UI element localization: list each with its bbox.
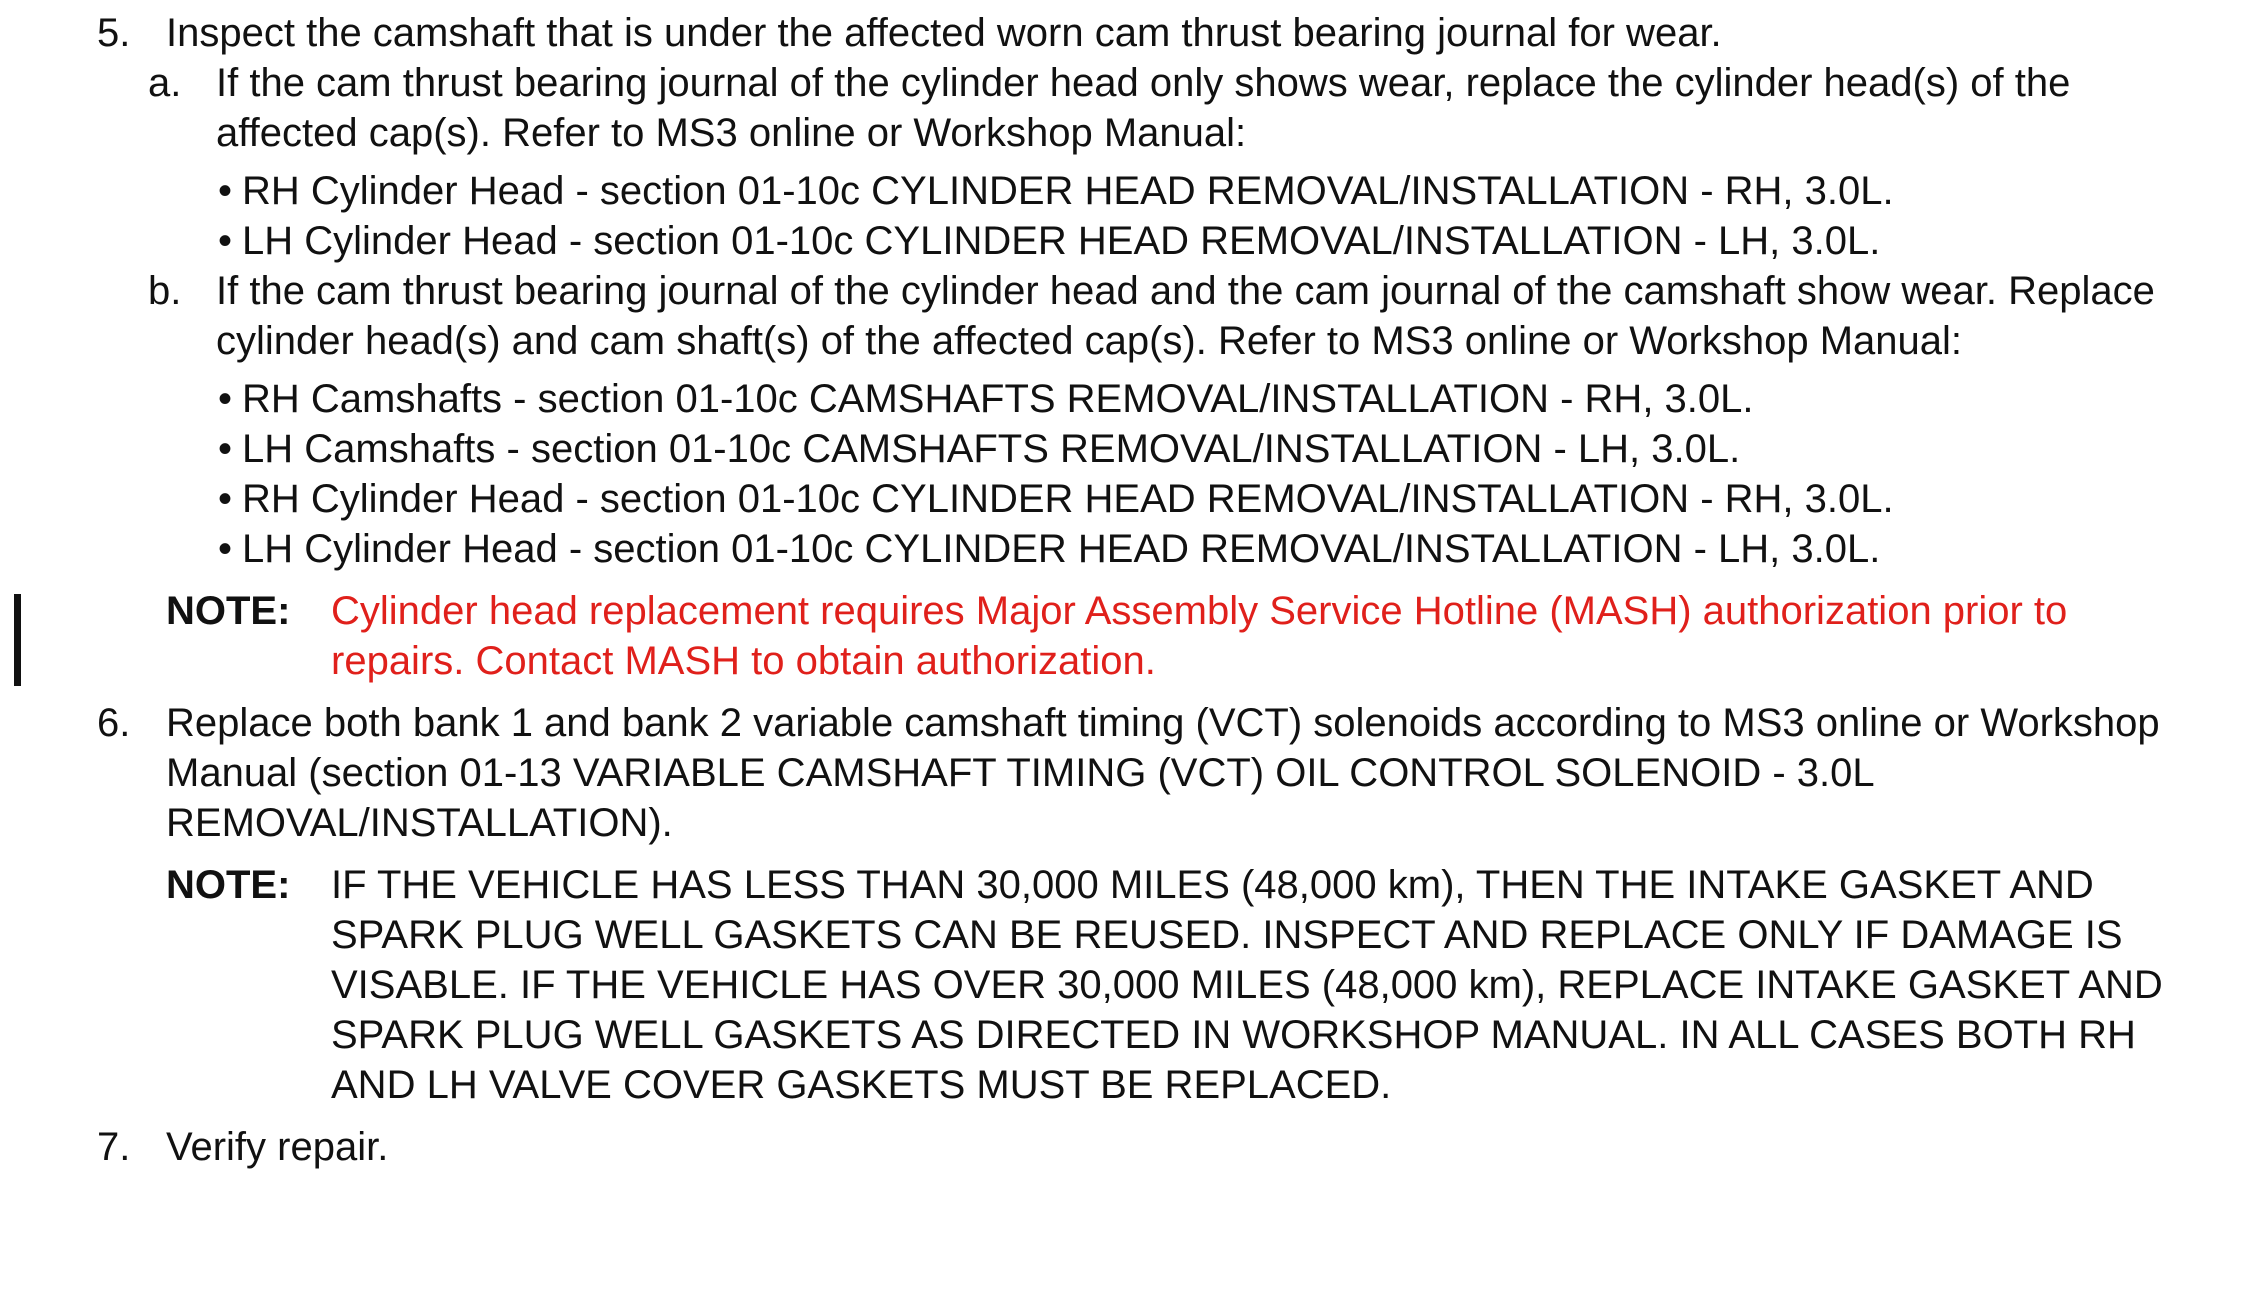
step-text: Inspect the camshaft that is under the affected worn cam thrust bearing journal for wear. — [166, 11, 1722, 55]
note-text: IF THE VEHICLE HAS LESS THAN 30,000 MILES (48,000 km), THEN THE INTAKE GASKET AND SPARK PLUG WELL GASKETS CAN BE REUSED. INSPECT AND REPLACE ONLY IF DAMAGE IS VISABLE. IF THE VEHICLE HAS OVER 30,000 MILES (48,000 km), REPLACE INTAKE GASKET AND SPARK PLUG WELL GASKETS AS DIRECTED IN WORKSHOP MANUAL. IN ALL CASES BOTH RH AND LH VALVE COVER GASKETS MUST BE REPLACED. — [331, 863, 2163, 1107]
step-number: 5. — [97, 11, 131, 55]
bullet-text: RH Camshafts - section 01-10c CAMSHAFTS REMOVAL/INSTALLATION - RH, 3.0L. — [242, 377, 1754, 421]
substep-text: If the cam thrust bearing journal of the cylinder head and the cam journal of the camshaft show wear. Replace cylinder head(s) and cam shaft(s) of the affected cap(s). Refer to MS3 online or Workshop Manual: — [216, 269, 2155, 363]
list-item — [216, 374, 2249, 424]
substep-text: If the cam thrust bearing journal of the cylinder head only shows wear, replace the cylinder head(s) of the affected cap(s). Refer to MS3 online or Workshop Manual: — [216, 61, 2071, 155]
bullet-text: RH Cylinder Head - section 01-10c CYLINDER HEAD REMOVAL/INSTALLATION - RH, 3.0L. — [242, 477, 1894, 521]
bullet-icon: • — [218, 527, 233, 571]
bullet-icon: • — [218, 477, 233, 521]
list-item — [216, 166, 2249, 216]
step-5 — [0, 8, 2249, 58]
bullet-icon: • — [218, 427, 233, 471]
note-label: NOTE: — [166, 863, 291, 907]
substep-a — [0, 58, 2249, 266]
note-text: Cylinder head replacement requires Major Assembly Service Hotline (MASH) authorization prior to repairs. Contact MASH to obtain authorization. — [331, 589, 2068, 683]
bullet-text: RH Cylinder Head - section 01-10c CYLINDER HEAD REMOVAL/INSTALLATION - RH, 3.0L. — [242, 169, 1894, 213]
bullet-list — [216, 374, 2249, 574]
bullet-icon: • — [218, 377, 233, 421]
step-7 — [0, 1122, 2249, 1172]
list-item — [216, 216, 2249, 266]
note-mash — [0, 586, 2249, 686]
bullet-text: LH Cylinder Head - section 01-10c CYLINDER HEAD REMOVAL/INSTALLATION - LH, 3.0L. — [242, 527, 1881, 571]
bullet-text: LH Cylinder Head - section 01-10c CYLINDER HEAD REMOVAL/INSTALLATION - LH, 3.0L. — [242, 219, 1881, 263]
bullet-text: LH Camshafts - section 01-10c CAMSHAFTS REMOVAL/INSTALLATION - LH, 3.0L. — [242, 427, 1741, 471]
note-label: NOTE: — [166, 589, 291, 633]
list-item — [216, 524, 2249, 574]
note-gaskets — [0, 860, 2249, 1110]
document-body — [0, 8, 2249, 1172]
step-number: 7. — [97, 1125, 131, 1169]
list-item — [216, 474, 2249, 524]
bullet-icon: • — [218, 169, 233, 213]
step-6 — [0, 698, 2249, 848]
list-item — [216, 424, 2249, 474]
bullet-list — [216, 166, 2249, 266]
bullet-icon: • — [218, 219, 233, 263]
substep-b — [0, 266, 2249, 574]
step-text: Verify repair. — [166, 1125, 389, 1169]
step-text: Replace both bank 1 and bank 2 variable camshaft timing (VCT) solenoids according to MS3 online or Workshop Manual (section 01-13 VARIABLE CAMSHAFT TIMING (VCT) OIL CONTROL SOLENOID - 3.0L REMOVAL/INSTALLATION). — [166, 701, 2160, 845]
change-bar — [14, 594, 21, 686]
substep-letter: b. — [148, 269, 182, 313]
step-number: 6. — [97, 701, 131, 745]
substep-letter: a. — [148, 61, 182, 105]
